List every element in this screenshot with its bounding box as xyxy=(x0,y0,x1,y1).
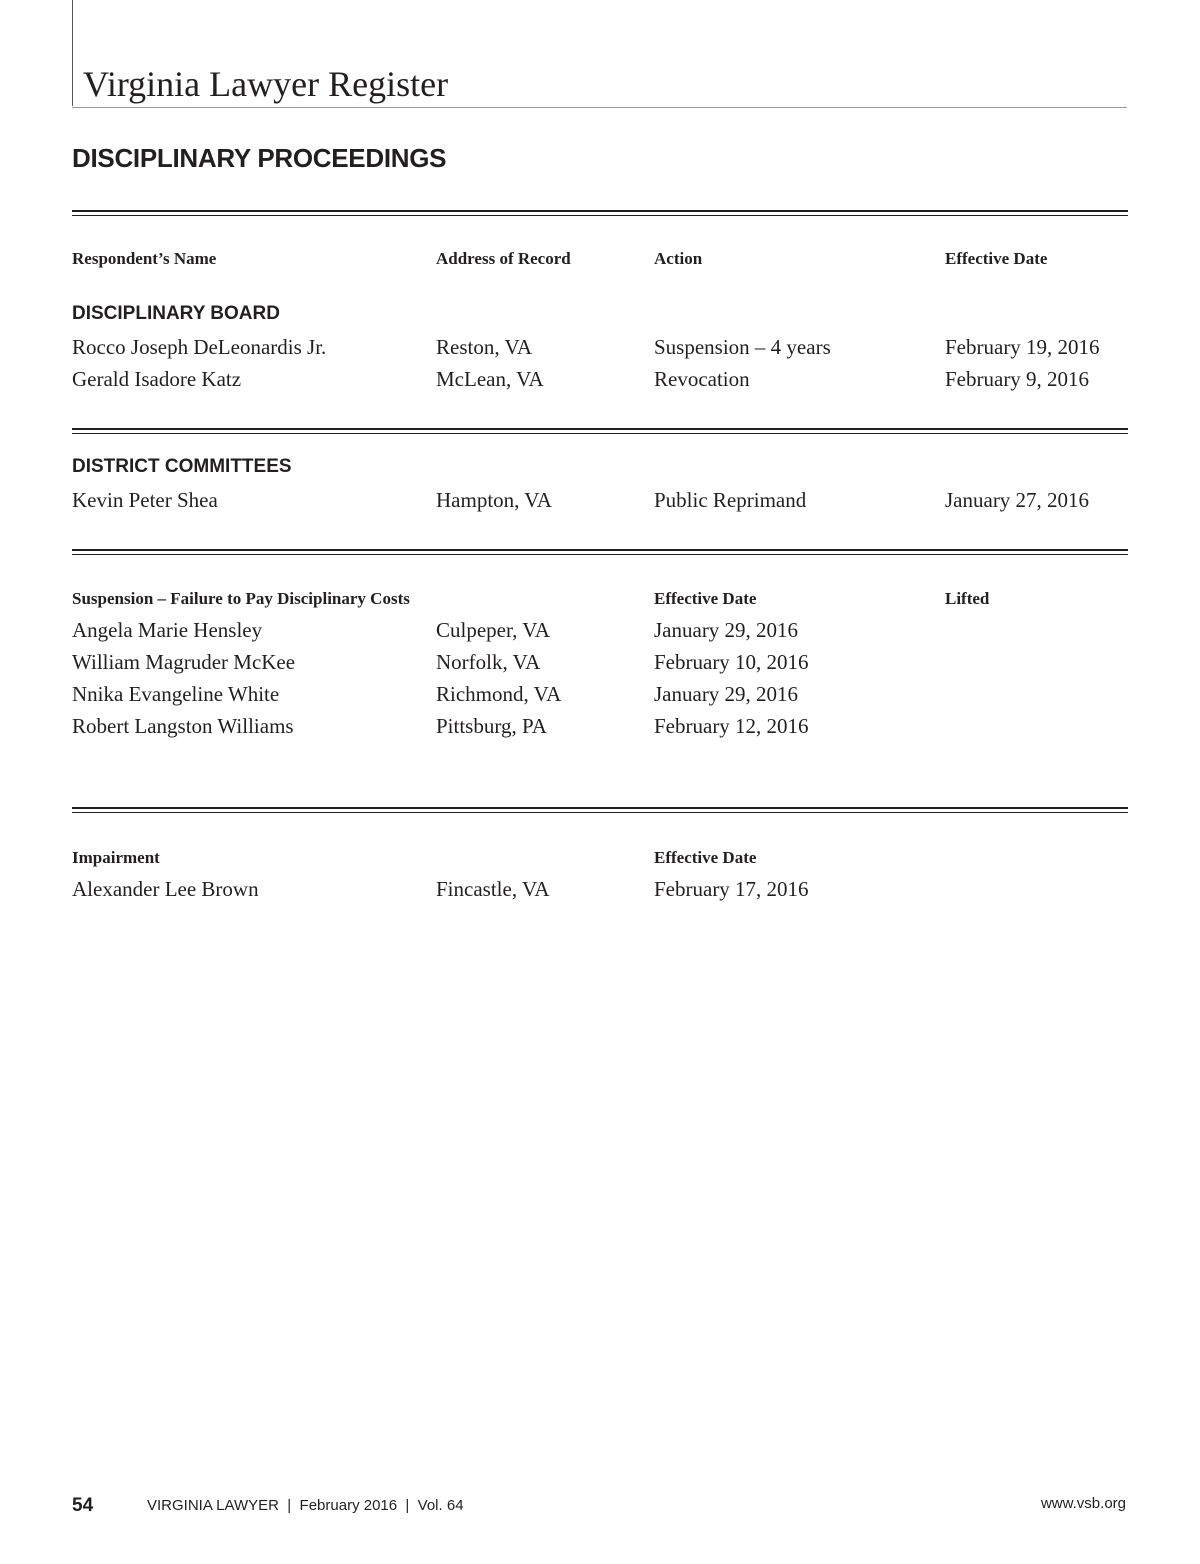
double-rule xyxy=(72,549,1128,555)
group-title-district-committees: DISTRICT COMMITTEES xyxy=(72,456,292,477)
header-rule xyxy=(72,107,1127,108)
respondent-name: Robert Langston Williams xyxy=(72,714,294,738)
table-row xyxy=(0,648,1200,678)
column-header-address: Address of Record xyxy=(436,249,571,268)
double-rule xyxy=(72,807,1128,813)
table-row xyxy=(0,365,1200,395)
column-header-action: Action xyxy=(654,249,703,268)
group-title-disciplinary-board: DISCIPLINARY BOARD xyxy=(72,303,280,324)
effective-date: February 17, 2016 xyxy=(654,877,809,901)
respondent-name: Rocco Joseph DeLeonardis Jr. xyxy=(72,335,327,359)
table-row xyxy=(0,333,1200,363)
double-rule xyxy=(72,210,1128,216)
group-title-impairment: Impairment xyxy=(72,848,160,867)
effective-date: January 29, 2016 xyxy=(654,682,799,706)
respondent-name: Alexander Lee Brown xyxy=(72,877,259,901)
column-header-row xyxy=(0,247,1200,277)
double-rule xyxy=(72,428,1128,434)
effective-date: January 29, 2016 xyxy=(654,618,799,642)
magazine-info: VIRGINIA LAWYER | February 2016 | Vol. 64 xyxy=(147,1497,464,1514)
impairment-header-row xyxy=(0,846,1200,876)
respondent-address: Norfolk, VA xyxy=(436,650,541,674)
respondent-address: Culpeper, VA xyxy=(436,618,550,642)
column-header-name: Respondent’s Name xyxy=(72,249,217,268)
effective-date: February 12, 2016 xyxy=(654,714,809,738)
header-vertical-rule xyxy=(72,0,73,106)
table-row xyxy=(0,712,1200,742)
respondent-action: Revocation xyxy=(654,367,750,391)
suspension-costs-header-row xyxy=(0,587,1200,617)
respondent-action: Suspension – 4 years xyxy=(654,335,831,359)
respondent-action: Public Reprimand xyxy=(654,488,807,512)
table-row xyxy=(0,875,1200,905)
column-header-lifted: Lifted xyxy=(945,589,990,608)
column-header-date: Effective Date xyxy=(945,249,1048,268)
group-title-suspension-costs: Suspension – Failure to Pay Disciplinary Costs xyxy=(72,589,410,608)
column-header-date: Effective Date xyxy=(654,848,757,867)
respondent-name: William Magruder McKee xyxy=(72,650,296,674)
respondent-address: McLean, VA xyxy=(436,367,544,391)
effective-date: February 19, 2016 xyxy=(945,335,1100,359)
respondent-name: Nnika Evangeline White xyxy=(72,682,280,706)
respondent-name: Angela Marie Hensley xyxy=(72,618,263,642)
table-row xyxy=(0,486,1200,516)
website-link[interactable]: www.vsb.org xyxy=(1040,1495,1126,1512)
publication-title: Virginia Lawyer Register xyxy=(83,64,449,104)
respondent-address: Reston, VA xyxy=(436,335,533,359)
respondent-name: Kevin Peter Shea xyxy=(72,488,218,512)
page-number: 54 xyxy=(72,1495,94,1516)
table-row xyxy=(0,680,1200,710)
column-header-date: Effective Date xyxy=(654,589,757,608)
respondent-address: Richmond, VA xyxy=(436,682,562,706)
respondent-address: Pittsburg, PA xyxy=(436,714,547,738)
table-row xyxy=(0,616,1200,646)
respondent-address: Fincastle, VA xyxy=(436,877,550,901)
section-title: DISCIPLINARY PROCEEDINGS xyxy=(72,143,447,173)
respondent-name: Gerald Isadore Katz xyxy=(72,367,242,391)
effective-date: February 10, 2016 xyxy=(654,650,809,674)
respondent-address: Hampton, VA xyxy=(436,488,552,512)
effective-date: February 9, 2016 xyxy=(945,367,1090,391)
effective-date: January 27, 2016 xyxy=(945,488,1090,512)
